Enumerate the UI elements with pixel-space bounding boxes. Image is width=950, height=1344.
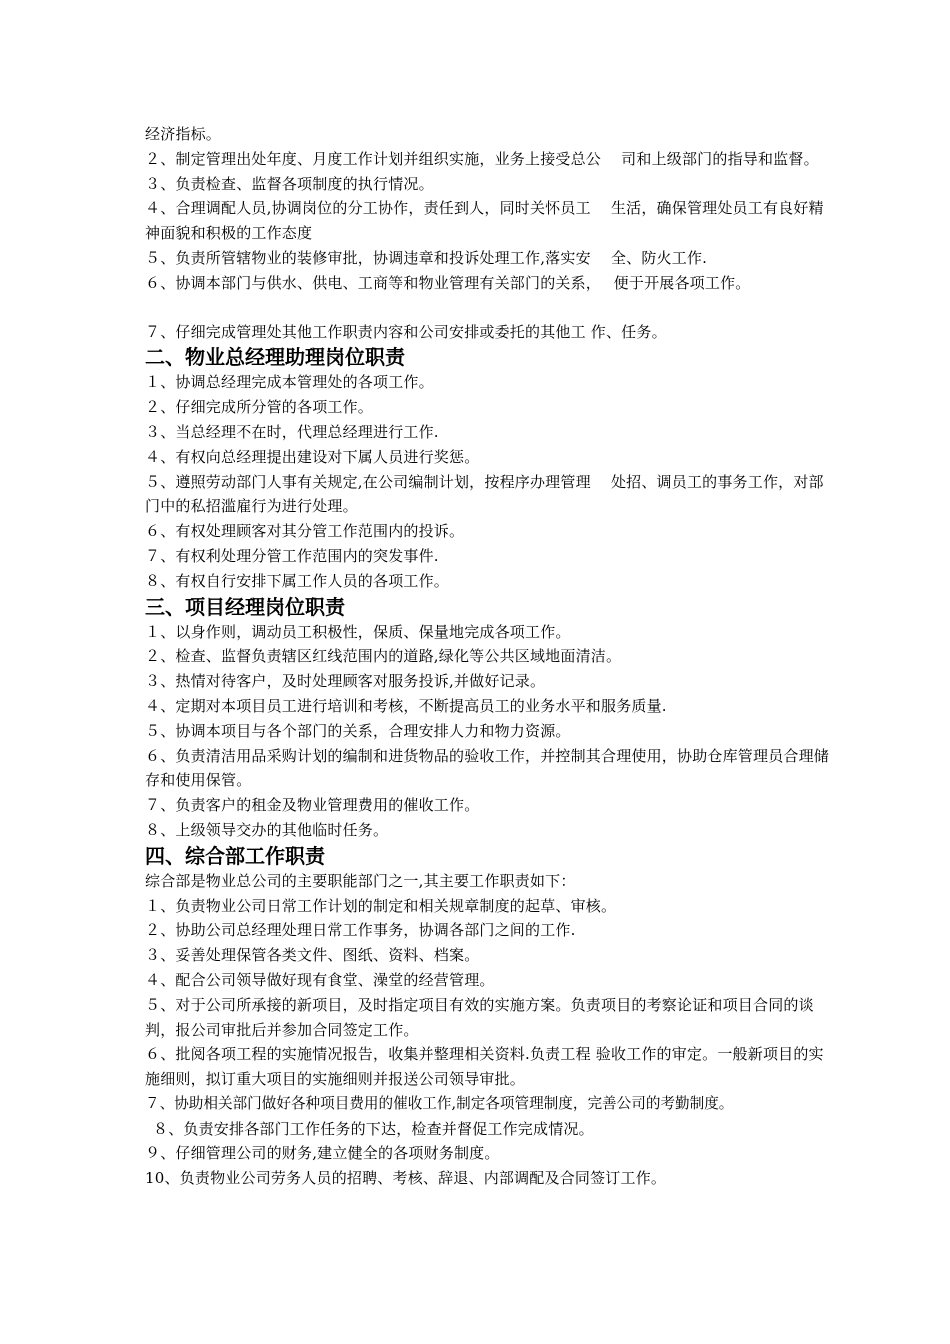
paragraph-line: ２、制定管理出处年度、月度工作计划并组织实施，业务上接受总公 司和上级部门的指导和监督。 <box>145 149 819 168</box>
list-item: ３、当总经理不在时，代理总经理进行工作. <box>145 422 439 441</box>
list-item: ４、定期对本项目员工进行培训和考核，不断提高员工的业务水平和服务质量. <box>145 696 667 715</box>
list-item: ４、配合公司领导做好现有食堂、澡堂的经营管理。 <box>145 970 495 989</box>
list-item: ５、协调本项目与各个部门的关系，合理安排人力和物力资源。 <box>145 721 571 740</box>
paragraph-line: ７、仔细完成管理处其他工作职责内容和公司安排或委托的其他工 作、任务。 <box>145 322 667 341</box>
list-item: １、负责物业公司日常工作计划的制定和相关规章制度的起草、审核。 <box>145 896 617 915</box>
blank-line <box>145 296 835 320</box>
list-item: ５、对于公司所承接的新项目，及时指定项目有效的实施方案。负责项目的考察论证和项目合同的谈判，报公司审批后并参加合同签定工作。 <box>145 995 814 1039</box>
list-item: ２、检查、监督负责辖区红线范围内的道路,绿化等公共区域地面清洁。 <box>145 647 622 666</box>
paragraph-line: ５、负责所管辖物业的装修审批，协调违章和投诉处理工作,落实安 全、防火工作. <box>145 248 708 267</box>
list-item: ６、有权处理顾客对其分管工作范围内的投诉。 <box>145 522 465 541</box>
paragraph-line: ６、协调本部门与供水、供电、工商等和物业管理有关部门的关系， 便于开展各项工作。 <box>145 273 751 292</box>
list-item: ８、有权自行安排下属工作人员的各项工作。 <box>145 571 450 590</box>
list-item: ２、仔细完成所分管的各项工作。 <box>145 398 374 417</box>
list-item: ８、负责安排各部门工作任务的下达，检查并督促工作完成情况。 <box>153 1119 594 1138</box>
paragraph-line: ４、合理调配人员,协调岗位的分工协作，责任到人，同时关怀员工 生活，确保管理处员工有良好精神面貌和积极的工作态度 <box>145 199 824 243</box>
list-item: ９、仔细管理公司的财务,建立健全的各项财务制度。 <box>145 1144 500 1163</box>
list-item: ７、负责客户的租金及物业管理费用的催收工作。 <box>145 796 480 815</box>
document-page <box>145 122 835 1191</box>
list-item: ６、批阅各项工程的实施情况报告，收集并整理相关资料.负责工程 验收工作的审定。一般新项目的实施细则，拟订重大项目的实施细则并报送公司领导审批。 <box>145 1045 824 1089</box>
section-heading: 四、综合部工作职责 <box>145 843 325 868</box>
list-item: ７、有权利处理分管工作范围内的突发事件. <box>145 546 439 565</box>
list-item: ３、妥善处理保管各类文件、图纸、资料、档案。 <box>145 946 480 965</box>
section-heading: 二、物业总经理助理岗位职责 <box>145 345 405 370</box>
list-item: ８、上级领导交办的其他临时任务。 <box>145 820 389 839</box>
list-item: ２、协助公司总经理处理日常工作事务，协调各部门之间的工作. <box>145 921 576 940</box>
paragraph-line: ３、负责检查、监督各项制度的执行情况。 <box>145 174 434 193</box>
list-item: ４、有权向总经理提出建设对下属人员进行奖惩。 <box>145 447 480 466</box>
list-item: ３、热情对待客户，及时处理顾客对服务投诉,并做好记录。 <box>145 672 546 691</box>
list-item: ６、负责清洁用品采购计划的编制和进货物品的验收工作，并控制其合理使用，协助仓库管理员合理储存和使用保管。 <box>145 746 830 790</box>
section-heading: 三、项目经理岗位职责 <box>145 594 345 619</box>
section-intro: 综合部是物业总公司的主要职能部门之一,其主要工作职责如下： <box>145 871 576 890</box>
list-item: １、以身作则，调动员工积极性，保质、保量地完成各项工作。 <box>145 622 571 641</box>
paragraph-line: 经济指标。 <box>145 125 222 143</box>
list-item: ５、遵照劳动部门人事有关规定,在公司编制计划，按程序办理管理 处招、调员工的事务工作，对部门中的私招滥雇行为进行处理。 <box>145 472 824 516</box>
list-item: １、协调总经理完成本管理处的各项工作。 <box>145 373 434 392</box>
list-item: 10、负责物业公司劳务人员的招聘、考核、辞退、内部调配及合同签订工作。 <box>145 1169 667 1188</box>
list-item: ７、协助相关部门做好各种项目费用的催收工作,制定各项管理制度，完善公司的考勤制度。 <box>145 1094 734 1112</box>
